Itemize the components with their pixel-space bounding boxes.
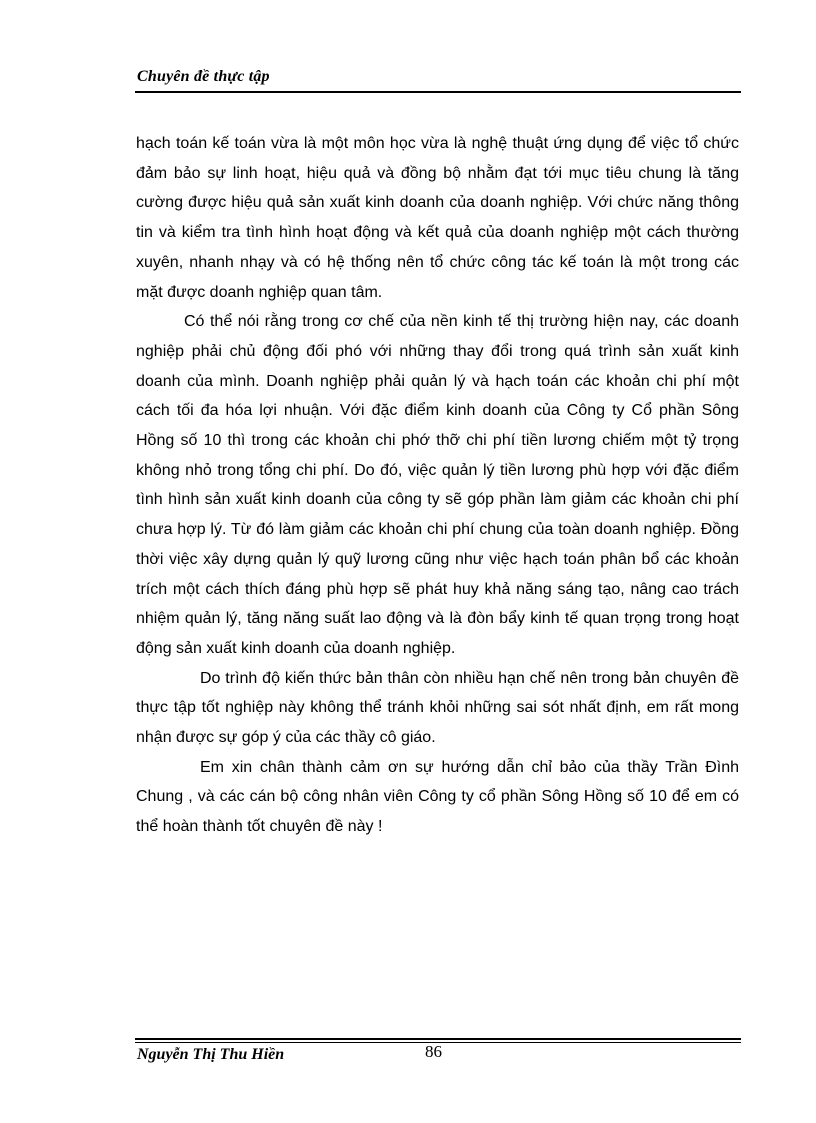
paragraph: hạch toán kế toán vừa là một môn học vừa là nghệ thuật ứng dụng để việc tổ chức đảm bảo sự linh hoạt, hiệu quả và đồng bộ nhằm đạt tới mục tiêu chung là tăng cường được hiệu quả sản xuất kinh doanh của doanh nghiệp. Với chức năng thông tin và kiểm tra tình hình hoạt động và kết quả của doanh nghiệp một cách thường xuyên, nhanh nhạy và có hệ thống nên tổ chức công tác kế toán là một trong các mặt được doanh nghiệp quan tâm. xyxy=(136,135,739,301)
page-number: 86 xyxy=(425,1042,442,1061)
footer-author: Nguyễn Thị Thu Hiền xyxy=(137,1046,285,1063)
paragraph: Do trình độ kiến thức bản thân còn nhiều hạn chế nên trong bản chuyên đề thực tập tốt nghiệp này không thể tránh khỏi những sai sót nhất định, em rất mong nhận được sự góp ý của các thầy cô giáo. xyxy=(136,669,739,747)
document-body xyxy=(136,129,739,842)
paragraph: Có thể nói rằng trong cơ chế của nền kinh tế thị trường hiện nay, các doanh nghiệp phải chủ động đối phó với những thay đổi trong quá trình sản xuất kinh doanh của mình. Doanh nghiệp phải quản lý và hạch toán các khoản chi phí một cách tối đa hóa lợi nhuận. Với đặc điểm kinh doanh của Công ty Cổ phần Sông Hồng số 10 thì trong các khoản chi phớ thỡ chi phí tiền lương chiếm một tỷ trọng không nhỏ trong tổng chi phí. Do đó, việc quản lý tiền lương phù hợp với đặc điểm tình hình sản xuất kinh doanh của công ty sẽ góp phần làm giảm các khoản chi phí chưa hợp lý. Từ đó làm giảm các khoản chi phí chung của toàn doanh nghiệp. Đồng thời việc xây dựng quản lý quỹ lương cũng như việc hạch toán phân bổ các khoản trích một cách thích đáng phù hợp sẽ phát huy khả năng sáng tạo, nâng cao trách nhiệm quản lý, tăng năng suất lao động và là đòn bẩy kinh tế quan trọng trong hoạt động sản xuất kinh doanh của doanh nghiệp. xyxy=(136,313,739,657)
header-rule xyxy=(135,91,741,93)
header-title: Chuyên đề thực tập xyxy=(137,68,270,85)
paragraph: Em xin chân thành cảm ơn sự hướng dẫn chỉ bảo của thầy Trần Đình Chung , và các cán bộ công nhân viên Công ty cổ phần Sông Hồng số 10 để em có thể hoàn thành tốt chuyên đề này ! xyxy=(136,758,739,836)
footer-rule xyxy=(135,1038,741,1040)
